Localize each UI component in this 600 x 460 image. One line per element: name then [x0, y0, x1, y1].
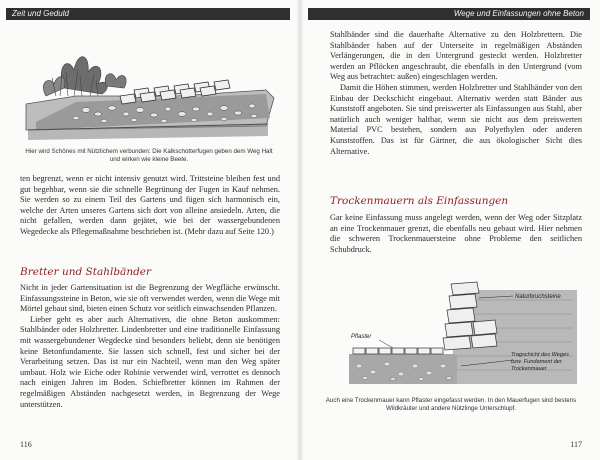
- label-pflaster: Pflaster: [351, 334, 372, 340]
- label-tragschicht: Tragschicht des Weges bzw. Fundament der Trockenmauer: [511, 352, 569, 372]
- body-text-top-right: [330, 30, 582, 180]
- paragraph: Lieber geht es aber auch Alternativen, die ohne Beton auskommen: Stahlbänder oder Holzbretter. Lindenbretter und eine traditionelle Einfassung mit wassergebundener Wegdecke sind besonders beliebt, denn sie benötigen keine Betonfundamente. Sie lassen sich schnell, fest und sicher bei der Verarbeitung setzen. Das ist nur ein Nachteil, wenn man den Weg später umbaut. Holz wie Eiche oder Robinie verwendet wird, verrottet es dennoch nach einigen Jahren im Boden. Schiefbretter können im Rahmen der regelmäßigen Abständen nachgesetzt werden, in Begrenzung der Wege unterstützen.: [20, 314, 280, 409]
- running-head-left: Zeit und Geduld: [6, 8, 290, 20]
- path-illustration: [16, 26, 282, 146]
- page-number-right: 117: [570, 440, 582, 449]
- running-head-right: Wege und Einfassungen ohne Beton: [308, 8, 590, 20]
- label-naturbruchsteine: Naturbruchsteine: [515, 294, 561, 300]
- paragraph: Damit die Höhen stimmen, werden Holzbretter und Stahlbänder von den Einbau der Deckschicht eingebaut. Alternativ werden statt Bänder aus Kunststoff angeboten. Sie sind preiswerter als Einfassungen aus Stahl, aber natürlich auch weniger haltbar, wenn sie nicht aus dem preiswerten Material PVC bestehen, sondern aus Polyethylen oder anderen Kunststoffen. Das ist für Gärtner, die aus ökologischer Sicht dies Alternative.: [330, 82, 582, 156]
- body-text-top: [20, 174, 280, 260]
- paragraph: Nicht in jeder Gartensituation ist die Begrenzung der Wegfläche erwünscht. Einfassungssteine in Beton, wie sie oft verwendet werden, wenn die Wege mit Mörtel gebaut sind, bieten einen Schutz vor seitlich einwachsenden Pflanzen.: [20, 283, 280, 314]
- paragraph: Gar keine Einfassung muss angelegt werden, wenn der Weg oder Sitzplatz an eine Trockenmauer grenzt, die ebenfalls neu gebaut wird. Hier nehmen die schweren Trockenmauersteine ohne Probleme den seitlichen Schubdruck.: [330, 213, 582, 254]
- section-heading-bretter: Bretter und Stahlbänder: [20, 266, 152, 278]
- figure-caption-right: Auch eine Trockenmauer kann Pflaster eingefasst werden. In den Mauerfugen sind bestens Wildkräuter und andere Nützlinge Unterschlupf.: [325, 397, 577, 412]
- right-page: [300, 0, 600, 460]
- section-heading-trockenmauern: Trockenmauern als Einfassungen: [330, 195, 509, 207]
- body-text-bottom: [20, 283, 280, 431]
- figure-caption-left: Hier wird Schönes mit Nützlichem verbunden: Die Kalkschotterfugen geben dem Weg Halt und wirken wie kleine Beete.: [25, 148, 273, 163]
- body-text-mid-right: [330, 213, 582, 277]
- page-number-left: 116: [20, 440, 32, 449]
- paragraph: ten begrenzt, wenn er nicht intensiv genutzt wird. Trittsteine bleiben fest und gut begehbar, wenn sie die schnelle Begrünung der Fugen in Kauf nehmen. Sie werden so zu einem Teil des Gartens und fügen sich harmonisch ein, welche der Arten unseres Gartens sich dort von alleine ansiedeln. Arten, die nicht gefallen, werden dann gejätet, wie bei der wassergebundenen Wegedecke als Pflegemaßnahme beschrieben ist. (Mehr dazu auf Seite 120.): [20, 174, 280, 236]
- paragraph: Stahlbänder sind die dauerhafte Alternative zu den Holzbrettern. Die Stahlbänder haben auf der Unterseite in regelmäßigen Abständen Verlängerungen, die in den Untergrund gesteckt werden. Holzbretter werden an Pflöcken angeschraubt, die ebenfalls in den Untergrund (vom Weg aus betrachtet: außen) eingeschlagen werden.: [330, 30, 582, 82]
- wall-cross-section-diagram: [345, 280, 581, 390]
